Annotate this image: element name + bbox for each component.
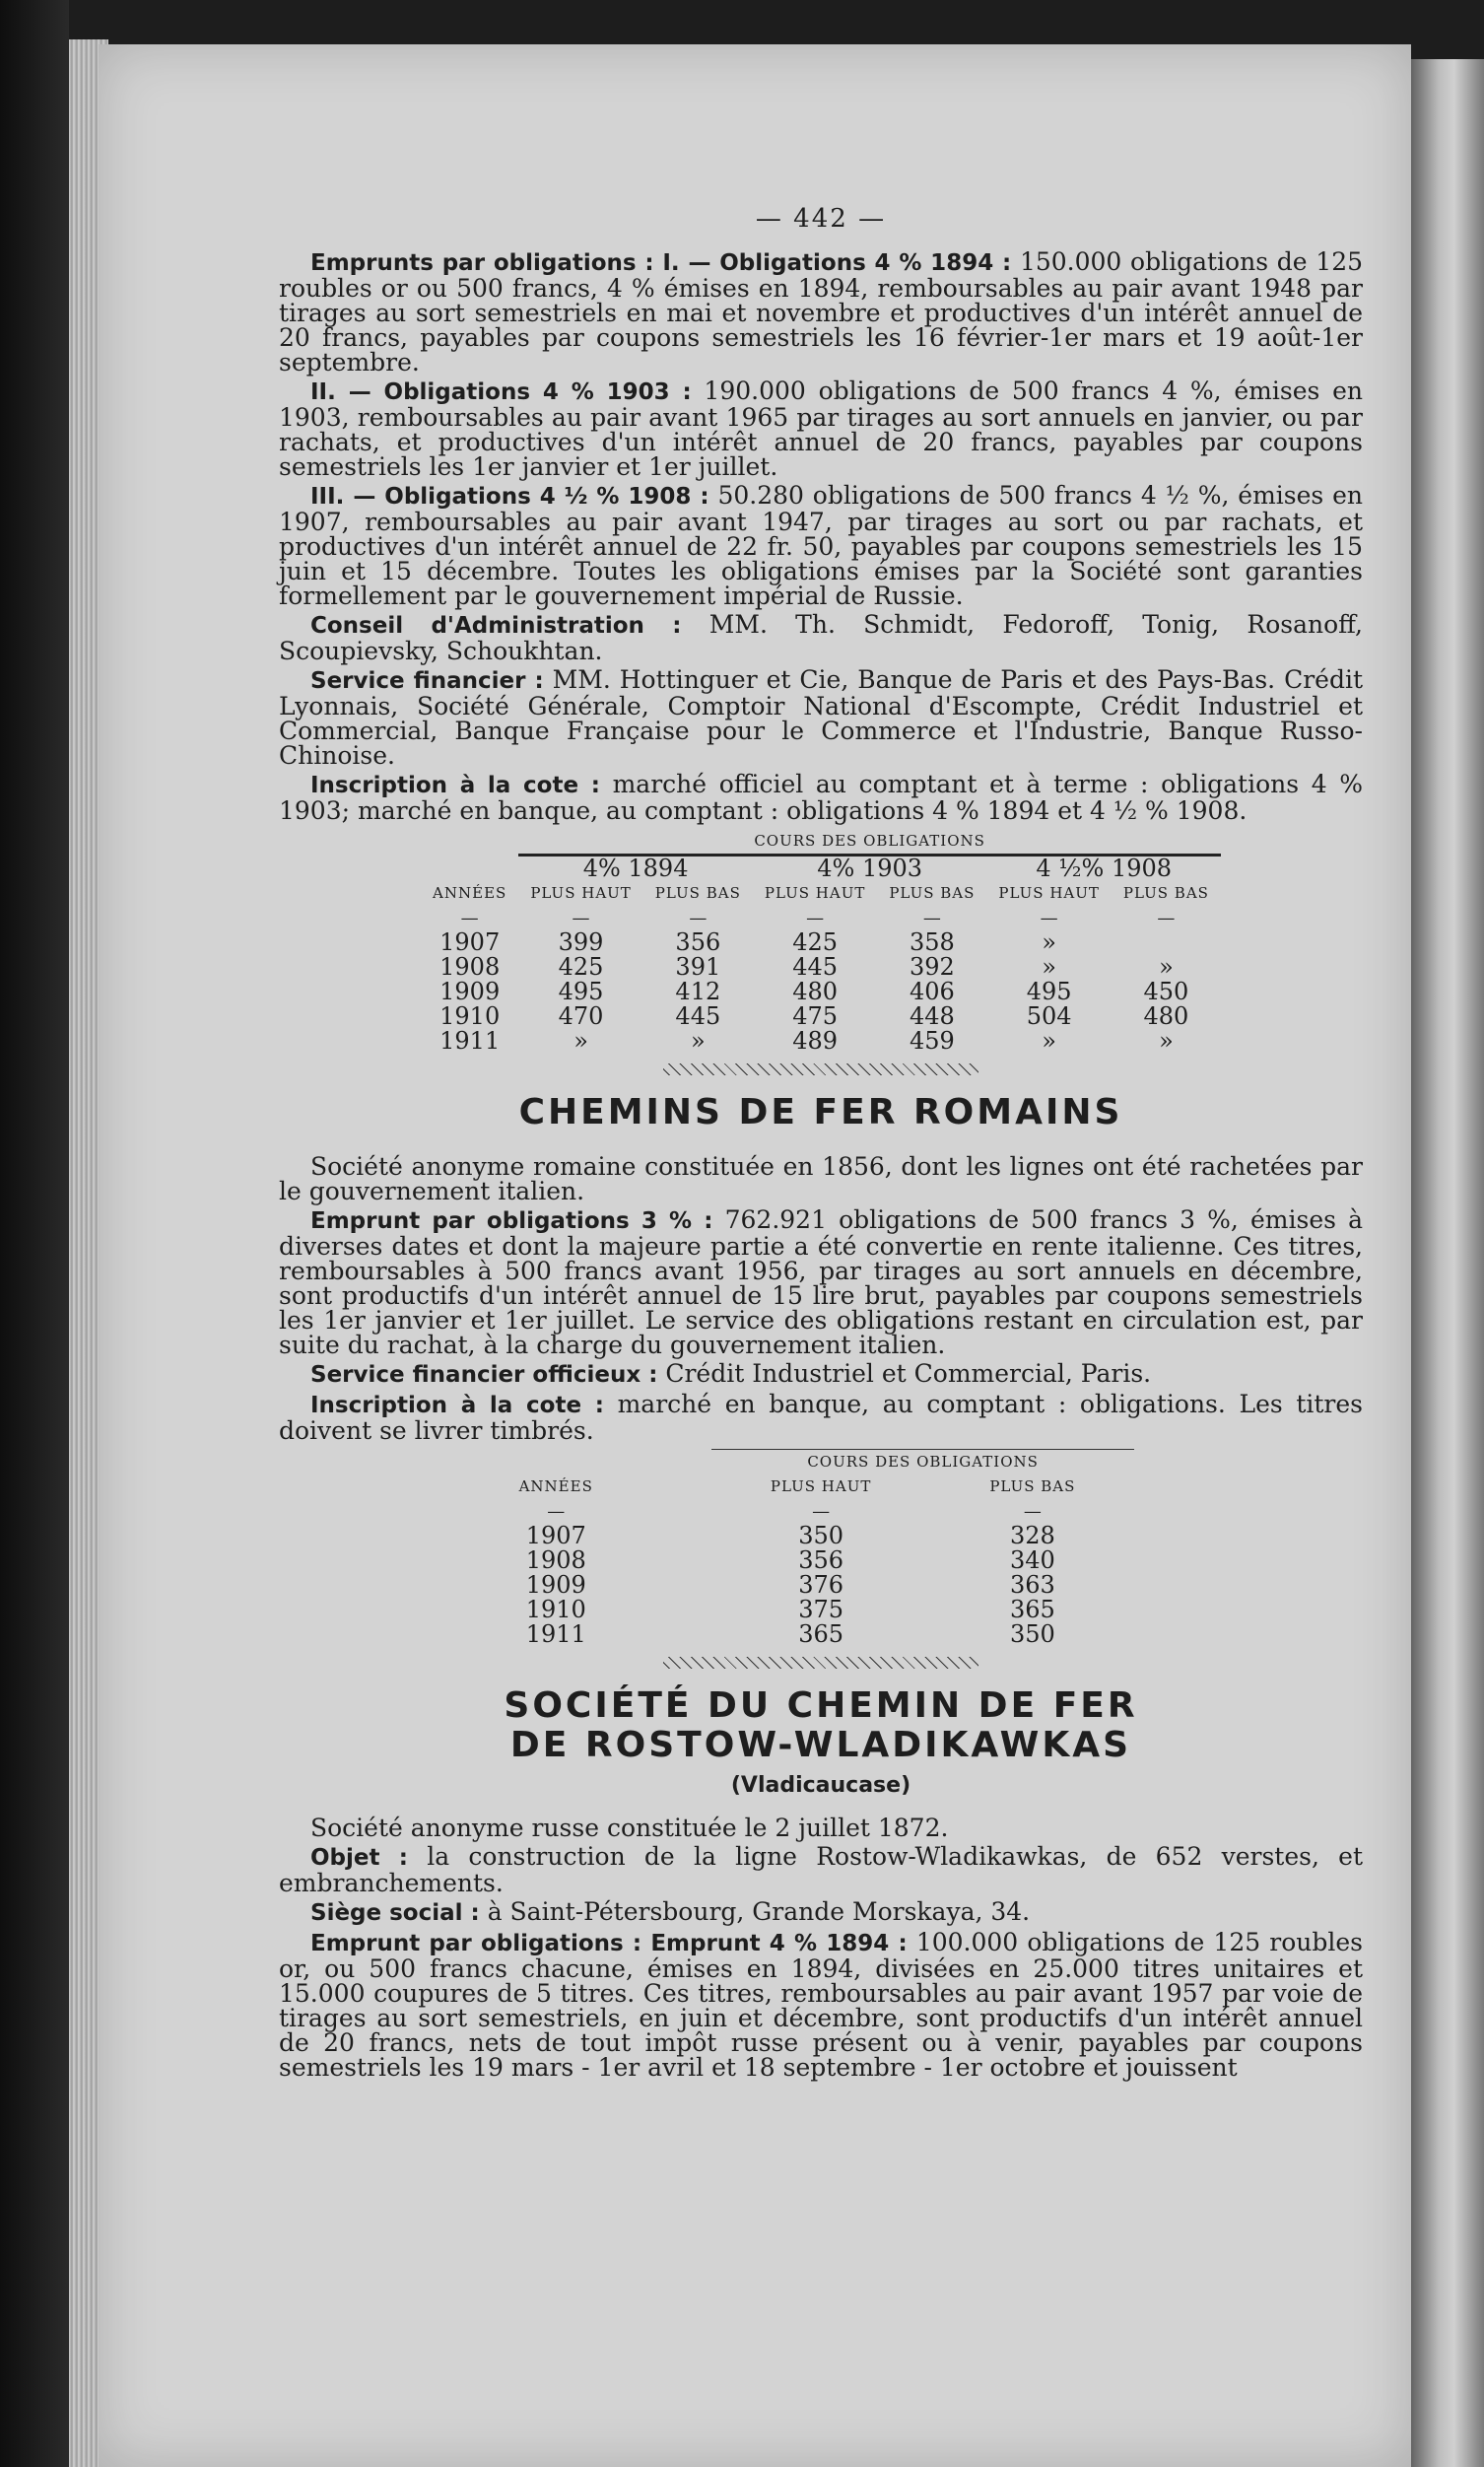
text-rostow-objet: la construction de la ligne Rostow-Wladikawkas, de 652 verstes, et embranchements. <box>279 1842 1364 1897</box>
table1-sub-2: PLUS HAUT <box>764 884 866 902</box>
table-cell: 1910 <box>439 1002 501 1030</box>
paragraph-emprunts <box>279 249 1363 375</box>
text-rostow-emprunt: 100.000 obligations de 125 roubles or, ou 500 francs chacune, émises en 1894, divisées en 25.000 titres unitaires et 15.000 coupures de 5 titres. Ces titres, remboursables au pair avant 1957 par voie de tirages au sort semestriels, en juin et décembre, sont productifs d'un intérêt annuel de 20 francs, nets de tout impôt russe présent ou à venir, payables par coupons semestriels les 19 mars - 1er avril et 18 septembre - 1er octobre et jouissent <box>279 1928 1363 2082</box>
table-cell: » <box>1042 953 1056 981</box>
paragraph-rostow-objet <box>279 1844 1363 1895</box>
table-cell: 1907 <box>439 928 501 956</box>
paragraph-rostow-emprunt <box>279 1930 1363 2080</box>
table-row <box>421 980 1221 1004</box>
scan-border-left <box>0 0 69 2467</box>
paragraph-obligations-1908 <box>279 483 1363 608</box>
table-cell: 495 <box>558 978 604 1005</box>
table-cell: 448 <box>909 1002 955 1030</box>
label-rostow-siege: Siège social : <box>310 1900 480 1926</box>
table1-group-1: 4% 1903 <box>753 856 987 882</box>
label-conseil: Conseil d'Administration : <box>310 613 682 639</box>
table-cell: 350 <box>798 1522 843 1549</box>
table1-group-2: 4 ½% 1908 <box>986 856 1221 882</box>
section-title-rostow-line1: SOCIÉTÉ DU CHEMIN DE FER <box>504 1685 1138 1726</box>
text-service-financier: MM. Hottinguer et Cie, Banque de Paris et des Pays-Bas. Crédit Lyonnais, Société Générale, Comptoir National d'Escompte, Crédit Industriel et Commercial, Banque Française pour le Commerce et l'Industrie, Banque Russo-Chinoise. <box>279 665 1364 770</box>
label-service-financier: Service financier : <box>310 668 544 694</box>
text-romains-intro: Société anonyme romaine constituée en 1856, dont les lignes ont été rachetées par le gouvernement italien. <box>279 1152 1363 1205</box>
table-cell: 365 <box>798 1620 843 1648</box>
table-cell: 1911 <box>525 1620 586 1648</box>
section-title-rostow <box>279 1686 1363 1765</box>
table2-col-annees: ANNÉES <box>518 1477 593 1495</box>
table2-sub-0: PLUS HAUT <box>770 1477 872 1495</box>
table-cell: 1908 <box>525 1546 586 1574</box>
text-emprunts: 150.000 obligations de 125 roubles or ou 500 francs, 4 % émises en 1894, remboursables au pair avant 1948 par tirages au sort semestriels en mai et novembre et productives d'un intérêt annuel de 20 francs, payables par coupons semestriels les 16 février-1er mars et 19 août-1er septembre. <box>279 247 1364 377</box>
table1-group-0: 4% 1894 <box>518 856 753 882</box>
table-cell: 480 <box>792 978 838 1005</box>
table-cell: 328 <box>1009 1522 1055 1549</box>
table-cell: 1909 <box>439 978 501 1005</box>
text-romains-emprunt: 762.921 obligations de 500 francs 3 %, émises à diverses dates et dont la majeure partie a été convertie en rente italienne. Ces titres, remboursables à 500 francs avant 1956, par tirages au sort annuels en décembre, sont productifs d'un intérêt annuel de 15 lire brut, payables par coupons semestriels les 1er janvier et 1er juillet. Le service des obligations restant en circulation est, par suite du rachat, à la charge du gouvernement italien. <box>279 1205 1363 1359</box>
table-cell: 475 <box>792 1002 838 1030</box>
text-romains-service: Crédit Industriel et Commercial, Paris. <box>665 1359 1152 1388</box>
table-cell: 391 <box>675 953 721 981</box>
table2-sub-1: PLUS BAS <box>989 1477 1076 1495</box>
table-cell: 365 <box>1009 1596 1055 1623</box>
table-cell: 1909 <box>525 1571 586 1599</box>
table-cell: 392 <box>909 953 955 981</box>
table1-dash-row: — — — — — — — <box>460 908 1176 928</box>
section-subtitle-vladicaucase: (Vladicaucase) <box>730 1773 911 1798</box>
table-cours-romains <box>507 1449 1135 1647</box>
table-cell: » <box>1042 1027 1056 1055</box>
table-row <box>507 1548 1135 1573</box>
text-romains-inscription: marché en banque, au comptant : obligations. Les titres doivent se livrer timbrés. <box>279 1390 1364 1445</box>
table-cell: » <box>1159 953 1174 981</box>
table-cours-rostow-1 <box>421 829 1221 1054</box>
table-cell: » <box>690 1027 706 1055</box>
table-cell: » <box>573 1027 588 1055</box>
table1-caption: COURS DES OBLIGATIONS <box>754 832 985 850</box>
table2-caption: COURS DES OBLIGATIONS <box>711 1450 1135 1475</box>
table1-sub-3: PLUS BAS <box>889 884 976 902</box>
page-content <box>279 204 1364 2084</box>
section-divider <box>663 1063 978 1075</box>
paragraph-romains-inscription <box>279 1392 1363 1443</box>
table1-sub-5: PLUS BAS <box>1122 884 1209 902</box>
table1-sub-4: PLUS HAUT <box>998 884 1100 902</box>
paragraph-service-financier <box>279 667 1363 768</box>
next-page-edge <box>1409 59 1484 2467</box>
text-obligations-1908: 50.280 obligations de 500 francs 4 ½ %, émises en 1907, remboursables au pair avant 1947, par tirages au sort ou par rachats, et productives d'un intérêt annuel de 22 fr. 50, payables par coupons semestriels les 15 juin et 15 décembre. Toutes les obligations émises par la Société sont garanties formellement par le gouvernement impérial de Russie. <box>279 481 1364 610</box>
section-title-chemins-romains: CHEMINS DE FER ROMAINS <box>518 1092 1123 1132</box>
text-conseil: MM. Th. Schmidt, Fedoroff, Tonig, Rosanoff, Scoupievsky, Schoukhtan. <box>279 610 1363 665</box>
table-row <box>421 955 1221 980</box>
table-cell: 399 <box>558 928 604 956</box>
table-cell: 1910 <box>525 1596 586 1623</box>
label-romains-inscription: Inscription à la cote : <box>310 1393 604 1418</box>
section-title-rostow-line2: DE ROSTOW-WLADIKAWKAS <box>509 1725 1132 1765</box>
table1-sub-0: PLUS HAUT <box>530 884 632 902</box>
table-cell: 356 <box>798 1546 843 1574</box>
table-row <box>507 1622 1135 1647</box>
table1-sub-1: PLUS BAS <box>654 884 741 902</box>
paragraph-romains-intro <box>279 1154 1363 1203</box>
paragraph-conseil <box>279 612 1363 663</box>
paragraph-romains-emprunt <box>279 1207 1363 1357</box>
table2-dash-row: — — — <box>547 1501 1042 1522</box>
label-obligations-1908: III. — Obligations 4 ½ % 1908 : <box>310 484 709 510</box>
table-row <box>507 1598 1135 1622</box>
paragraph-obligations-1903 <box>279 378 1363 479</box>
table-cell: 480 <box>1143 1002 1189 1030</box>
table-cell: » <box>1042 928 1056 956</box>
table-cell: 425 <box>792 928 838 956</box>
table-cell: 1911 <box>439 1027 501 1055</box>
label-rostow-objet: Objet : <box>310 1845 408 1871</box>
table-row <box>421 930 1221 955</box>
text-rostow-intro: Société anonyme russe constituée le 2 juillet 1872. <box>310 1814 949 1842</box>
table-cell: 489 <box>792 1027 838 1055</box>
table-cell: 1908 <box>439 953 501 981</box>
text-obligations-1903: 190.000 obligations de 500 francs 4 %, émises en 1903, remboursables au pair avant 1965 par tirages au sort annuels en janvier, ou par rachats, et productives d'un intérêt annuel de 20 francs, payables par coupons semestriels les 1er janvier et 1er juillet. <box>279 377 1363 481</box>
table-cell: 425 <box>558 953 604 981</box>
text-rostow-siege: à Saint-Pétersbourg, Grande Morskaya, 34. <box>487 1897 1031 1926</box>
label-obligations-1903: II. — Obligations 4 % 1903 : <box>310 379 692 405</box>
page-number: — 442 — <box>755 204 887 234</box>
table-cell: 406 <box>909 978 955 1005</box>
label-rostow-emprunt: Emprunt par obligations : Emprunt 4 % 1894 : <box>310 1931 908 1956</box>
table-cell: 350 <box>1009 1620 1055 1648</box>
table-cell: 356 <box>675 928 721 956</box>
paragraph-rostow-siege <box>279 1899 1363 1926</box>
table-cell: 376 <box>798 1571 843 1599</box>
table-cell: 470 <box>558 1002 604 1030</box>
table-row <box>507 1573 1135 1598</box>
table-cell: 412 <box>675 978 721 1005</box>
table-cell: 504 <box>1026 1002 1072 1030</box>
paragraph-rostow-intro <box>279 1816 1363 1840</box>
table-cell: 363 <box>1009 1571 1055 1599</box>
table-cell: 340 <box>1009 1546 1055 1574</box>
label-emprunts: Emprunts par obligations : I. — Obligations 4 % 1894 : <box>310 250 1012 276</box>
table-cell: 445 <box>675 1002 721 1030</box>
section-divider <box>663 1657 978 1669</box>
table-row <box>421 1004 1221 1029</box>
table-row <box>507 1524 1135 1548</box>
label-romains-service: Service financier officieux : <box>310 1362 658 1388</box>
table-cell: 375 <box>798 1596 843 1623</box>
table-cell: 459 <box>909 1027 955 1055</box>
table-row <box>421 1029 1221 1054</box>
label-inscription: Inscription à la cote : <box>310 773 600 798</box>
table-cell: 495 <box>1026 978 1072 1005</box>
table-cell: 445 <box>792 953 838 981</box>
table-cell: 1907 <box>525 1522 586 1549</box>
table1-col-annees: ANNÉES <box>433 884 507 902</box>
table-cell: 450 <box>1143 978 1189 1005</box>
label-romains-emprunt: Emprunt par obligations 3 % : <box>310 1208 713 1234</box>
table-cell: 358 <box>909 928 955 956</box>
paragraph-inscription <box>279 772 1363 823</box>
paragraph-romains-service <box>279 1361 1363 1388</box>
table-cell <box>1112 930 1221 955</box>
text-inscription: marché officiel au comptant et à terme : obligations 4 % 1903; marché en banque, au comptant : obligations 4 % 1894 et 4 ½ % 1908. <box>279 770 1363 825</box>
table-cell: » <box>1159 1027 1174 1055</box>
